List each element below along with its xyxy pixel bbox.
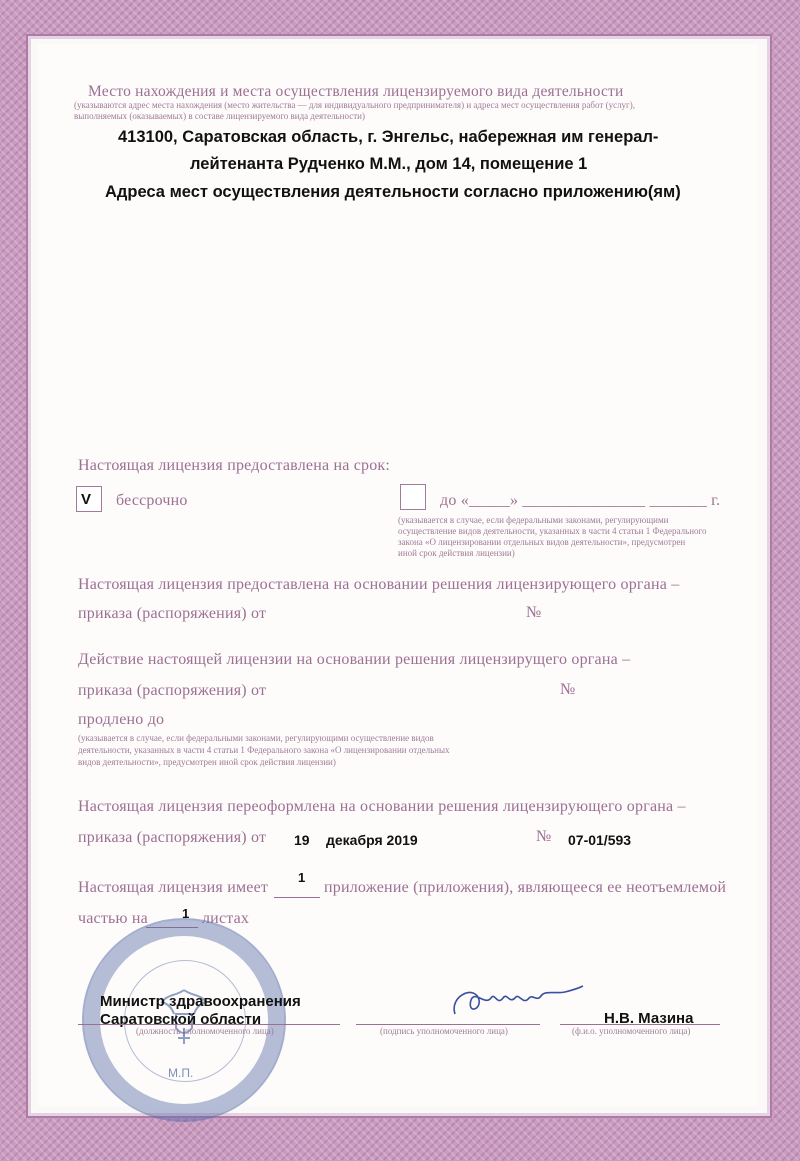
until-note-line3: закона «О лицензировании отдельных видов деятельности», предусмотрен (398, 537, 686, 547)
stamp-label: М.П. (168, 1066, 194, 1080)
signature-underline (356, 1024, 540, 1025)
location-heading: Место нахождения и места осуществления лицензируемого вида деятельности (88, 83, 624, 100)
name-caption: (ф.и.о. уполномоченного лица) (572, 1026, 691, 1036)
reissue-number-value: 07-01/593 (568, 832, 632, 848)
basis-number-label: № (526, 604, 542, 621)
handwritten-signature (445, 976, 585, 1026)
check-mark: V (81, 491, 92, 508)
until-date-checkbox[interactable] (400, 484, 426, 510)
signer-name: Н.В. Мазина (604, 1010, 694, 1027)
reissue-line: Настоящая лицензия переоформлена на основании решения лицензирующего органа – (78, 798, 686, 815)
extension-note-line2: деятельности, указанных в части 4 статьи 1 Федерального закона «О лицензировании отдельных (78, 745, 450, 755)
until-note-line2: осуществление видов деятельности, указанных в части 4 статьи 1 Федерального (398, 526, 707, 536)
address-line1: 413100, Саратовская область, г. Энгельс, набережная им генерал- (118, 128, 659, 146)
position-caption: (должность уполномоченного лица) (136, 1026, 274, 1036)
appendix-line2-prefix: частью на (78, 910, 148, 927)
reissue-date-month-year: декабря 2019 (326, 832, 418, 848)
extension-note-line1: (указывается в случае, если федеральными законами, регулирующими осуществление видов (78, 733, 434, 743)
address-line3: Адреса мест осуществления деятельности согласно приложению(ям) (105, 183, 681, 201)
appendix-count-underline (274, 897, 320, 898)
extension-line: Действие настоящей лицензии на основании решения лицензирущего органа – (78, 651, 631, 668)
location-note-line1: (указываются адрес места нахождения (место жительства — для индивидуального предпринимателя) и адреса мест осуществления работ (услуг), (74, 100, 635, 110)
appendix-count: 1 (298, 870, 306, 885)
signer-position-line1: Министр здравоохранения (100, 993, 301, 1010)
extended-until-label: продлено до (78, 711, 165, 728)
signature-caption: (подпись уполномоченного лица) (380, 1026, 508, 1036)
indefinite-checkbox[interactable] (76, 486, 102, 512)
term-heading: Настоящая лицензия предоставлена на срок: (78, 457, 391, 474)
extension-order-label: приказа (распоряжения) от (78, 682, 267, 699)
reissue-order-label: приказа (распоряжения) от (78, 829, 267, 846)
name-underline (560, 1024, 720, 1025)
reissue-number-label: № (536, 828, 552, 845)
appendix-line1-suffix: приложение (приложения), являющееся ее неотъемлемой (324, 879, 727, 896)
location-note-line2: выполняемых (оказываемых) в составе лицензируемого вида деятельности) (74, 111, 365, 121)
indefinite-label: бессрочно (116, 492, 188, 509)
appendix-line1-prefix: Настоящая лицензия имеет (78, 879, 269, 896)
sheet-count: 1 (182, 906, 190, 921)
basis-order-label: приказа (распоряжения) от (78, 605, 267, 622)
extension-note-line3: видов деятельности», предусмотрен иной срок действия лицензии) (78, 757, 336, 767)
extension-number-label: № (560, 681, 576, 698)
signer-position-line2: Саратовской области (100, 1011, 262, 1028)
until-note-line4: иной срок действия лицензии) (398, 548, 515, 558)
until-date-label: до «_____» _______________ _______ г. (440, 492, 721, 509)
position-underline (78, 1024, 340, 1025)
reissue-date-day: 19 (294, 832, 310, 848)
basis-line: Настоящая лицензия предоставлена на основании решения лицензирующего органа – (78, 576, 680, 593)
appendix-line2-suffix: листах (202, 910, 250, 927)
until-note-line1: (указывается в случае, если федеральными законами, регулирующими (398, 515, 669, 525)
address-line2: лейтенанта Рудченко М.М., дом 14, помещение 1 (190, 155, 588, 173)
